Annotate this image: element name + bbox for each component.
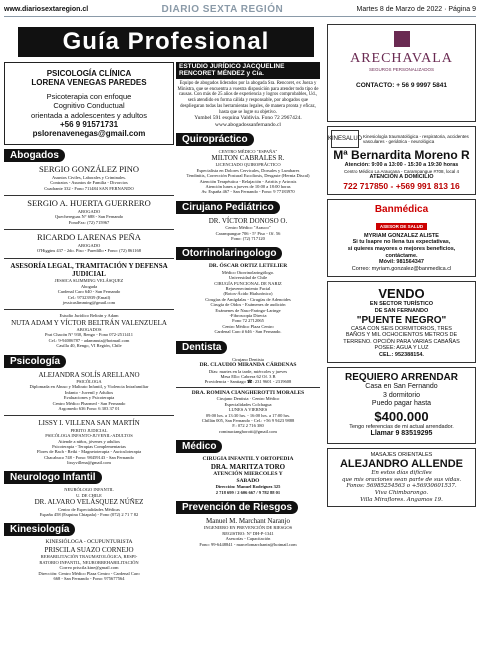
vendo-title: VENDO bbox=[378, 286, 425, 302]
bernarda-hours: Atención: 9:00 a 13:00 - 15:30 a 19:30 horas bbox=[344, 162, 459, 168]
bernarda-domicilio: ATENCIÓN A DOMICILIO bbox=[369, 173, 434, 180]
abogado-line: Casilla 40, Rengo, VI Región, Chile bbox=[56, 343, 122, 349]
abogado-line: Cuadrante 332 - Fono 711484 SAN FERNANDO bbox=[44, 185, 134, 191]
medico-atencion: ATENCIÓN MIERCOLES Y SABADO bbox=[213, 471, 283, 484]
arechavala-logo-icon bbox=[394, 31, 410, 47]
quiropractico-header: Quiropráctico bbox=[176, 133, 254, 146]
medico-name: DRA. MARITZA TORO bbox=[210, 462, 286, 471]
medico-pre: CIRUGIA INFANTIL Y ORTOPEDIA bbox=[202, 456, 294, 463]
pediatrico-entry bbox=[176, 216, 320, 244]
dentista-line: 09:00 hrs. a 13:30 hrs. - 16:00 hrs. a 17:00 hrs. bbox=[205, 412, 291, 418]
page-title: Guía Profesional bbox=[18, 27, 314, 57]
vendo-puente: "PUENTE NEGRO" bbox=[356, 314, 447, 326]
arrendar-line: 3 dormitorio bbox=[383, 391, 420, 399]
kine-line: Dirección: Centro Médico Plaza Centro - Cardenal Caro bbox=[38, 570, 140, 576]
dentista-pre: Cirujano Dentista bbox=[232, 356, 264, 362]
masajes-line: Villa Miraflores. Angamos 19. bbox=[360, 496, 443, 503]
abogado-line: JESSICA SLIMMING VELÁSQUEZ bbox=[54, 278, 124, 284]
banmedica-brand: Banmédica bbox=[374, 203, 429, 215]
bernarda-logo-row bbox=[328, 130, 472, 148]
arechavala-contact: CONTACTO: + 56 9 9997 5841 bbox=[356, 82, 447, 90]
quiro-line: Atención Terapéutica - Relajación - Artritis y Artrosis bbox=[199, 178, 297, 184]
abogado-line: ABOGADOS bbox=[76, 327, 102, 333]
vendo-ad bbox=[327, 281, 476, 363]
psicologa-line: Infanto - Juvenil y Adultos bbox=[64, 389, 114, 395]
top-bar bbox=[4, 2, 476, 16]
riegos-entry bbox=[176, 516, 320, 549]
riegos-line: REGISTRO: N° DH-P-1341 bbox=[222, 530, 274, 536]
psicologa-line: Atiende a niños, jóvenes y adultos bbox=[58, 438, 120, 444]
otorrino-line: -Fibroscopía Directa bbox=[229, 313, 267, 319]
divider bbox=[4, 195, 174, 196]
abogado-line: FonoFax: (72) 715967 bbox=[68, 219, 110, 225]
otorrino-line: CIRUGÍA FUNCIONAL DE NARIZ bbox=[214, 280, 282, 286]
abogado-line: Cel.: 9-94006787 - adammuta@hotmail.com bbox=[48, 337, 130, 343]
banmedica-name: MYRIAM GONZALEZ ALISTE bbox=[364, 232, 439, 239]
neurologo-pre: U. DE CHILE bbox=[76, 492, 102, 498]
psicologa-line: PSICÓLOGA INFANTO-JUVENIL-ADULTOS bbox=[45, 433, 133, 439]
psicologa-entry-2 bbox=[4, 418, 174, 467]
abogado-entry-1 bbox=[4, 164, 174, 193]
abogados-header: Abogados bbox=[4, 149, 65, 162]
otorrino-line: Cirugías de Amígdalas - Cirugías de Adenoides bbox=[205, 296, 291, 302]
abogado-line: Asuntos Civiles, Laborales y Criminales. bbox=[52, 174, 126, 180]
neurologo-line: España 458 (Esquina Chiapala) - Fono (072) 2 71 7 82 bbox=[39, 512, 139, 518]
psi-email: pslorenavenegas@gmail.com bbox=[32, 129, 146, 139]
kinesalud-logo-icon: KINESALUD bbox=[331, 130, 359, 148]
abogado-name-2: SERGIO A. HUERTA GUERRERO bbox=[27, 198, 151, 209]
dentista-entry bbox=[176, 356, 320, 436]
banmedica-line: contáctame. bbox=[385, 252, 418, 259]
masajes-name: ALEJANDRO ALLENDE bbox=[339, 458, 464, 471]
psi-line2: Cognitivo Conductual bbox=[53, 101, 125, 111]
top-divider bbox=[4, 16, 476, 17]
dentista-line: Cirujano Dentista · Centro Médico bbox=[216, 396, 280, 402]
otorrino-line: Cirugía de Oídos - Exámenes de audición bbox=[210, 302, 286, 308]
left-column bbox=[4, 62, 174, 583]
psicologa-line: PERITO JUDICIAL bbox=[70, 427, 108, 433]
psicologa-line: Diplomada en Abuso y Maltrato Infantil, y Violencia Intrafamiliar bbox=[29, 384, 149, 390]
banmedica-correo: Correo: myriam.gonzalez@banmedica.cl bbox=[351, 265, 452, 272]
psicologa-name-1: ALEJANDRA SOLÍS ARELLANO bbox=[38, 370, 140, 379]
dentista-line: Providencia - Santiago ☎: 231 9601 - 2319608 bbox=[204, 379, 292, 385]
abogado-line: Cel.: 97323939 (Email) bbox=[67, 294, 111, 300]
quiro-name: MILTON CABRALES R. bbox=[211, 154, 285, 163]
arrendar-price: $400.000 bbox=[374, 408, 429, 424]
bernarda-name: Mª Bernardita Moreno R bbox=[333, 148, 470, 162]
arechavala-tagline: SEGUROS PERSONALIZADOS bbox=[368, 67, 434, 72]
masajes-phones: Fonos: 56985254563 o +56930601537. bbox=[346, 483, 457, 490]
vendo-line: TERRENO. OPCIÓN PARA VARIAS CABAÑAS bbox=[343, 338, 460, 345]
psicologa-line: Centro Médico Pharmed - San Fernando bbox=[52, 400, 126, 406]
psi-phone: +56 9 91571731 bbox=[59, 120, 119, 130]
abogado-line: ABOGADO bbox=[77, 208, 101, 214]
abogado-entry-4 bbox=[4, 261, 174, 308]
dentista-line: Chillán 005, San Fernando - Cel.: +56 9 9423 9888 bbox=[201, 417, 295, 423]
riegos-name: Manuel M. Marchant Naranjo bbox=[206, 517, 290, 526]
abogado-line: Cardenal Caro 640 - San Fernando bbox=[57, 289, 121, 295]
paper-name: DIARIO SEXTA REGIÓN bbox=[161, 3, 284, 15]
kine-line: Correo priscila.kine@gmail.com bbox=[59, 565, 119, 571]
neurologo-header: Neurologo Infantil bbox=[4, 471, 102, 484]
abogado-line: Estudio Jurídico Beltrán y Adam bbox=[59, 313, 119, 319]
banmedica-line: si quieres mayores o mejores beneficios, bbox=[347, 245, 456, 252]
psicologa-line: lissyvillena@gmail.com bbox=[67, 460, 111, 466]
psicologa-line: Psicoterapia - Terapias Complementarias bbox=[52, 443, 126, 449]
pediatrico-name: DR. VÍCTOR DONOSO O. bbox=[208, 216, 288, 225]
estudio-title2: RENCORET MÉNDEZ y Cía. bbox=[179, 70, 264, 78]
vendo-line: BAÑOS Y MIL OCHOCIENTOS METROS DE bbox=[345, 332, 458, 339]
psi-title1: PSICOLOGÍA CLÍNICA bbox=[46, 69, 132, 78]
abogado-entry-2 bbox=[4, 198, 174, 227]
abogado-name-1: SERGIO GONZÁLEZ PINO bbox=[38, 164, 140, 175]
quiro-line: Atención lunes a jueves de 10:00 a 18:00 horas bbox=[205, 183, 291, 189]
divider bbox=[4, 415, 174, 416]
neurologo-pre: NEURÓLOGO INFANTIL bbox=[64, 487, 114, 493]
psi-line3: orientada a adolescentes y adultos bbox=[31, 110, 147, 120]
masajes-line: Viva Chimbarongo. bbox=[374, 490, 429, 497]
arrendar-line: Tengo referencias de mi actual arrendador. bbox=[349, 423, 454, 430]
otorrino-line: Cardenal Caro # 646 - San Fernando. bbox=[214, 329, 282, 335]
dentista-header: Dentista bbox=[176, 341, 227, 354]
divider bbox=[4, 258, 174, 259]
psicologia-header: Psicología bbox=[4, 355, 66, 368]
arechavala-brand: ARECHAVALA bbox=[350, 51, 453, 66]
otorrino-header: Otorrinolaringologo bbox=[176, 247, 282, 260]
kine-line: RATORIO INFANTIL, NEURORREHABILITACIÓN bbox=[39, 559, 139, 565]
abogado-line: Prat Chacón N° 930, Rengo - Fono 072-2511411 bbox=[45, 332, 133, 338]
pediatrico-line: Centro Médico "Arauco" bbox=[225, 225, 271, 231]
otorrino-line: Fono 72 2712065 bbox=[232, 318, 264, 324]
psi-title2: LORENA VENEGAS PAREDES bbox=[31, 78, 147, 87]
banmedica-movil: Móvil: 981564347 bbox=[379, 259, 424, 266]
abogado-line: Quechereguas N° 688 - San Fernando bbox=[54, 214, 124, 220]
quiro-pre: CENTRO MÉDICO "ESPAÑA" bbox=[218, 148, 278, 154]
bernarda-address: Centro Médico La Araucana - Carampangue #708, local 4 bbox=[343, 168, 460, 174]
dentista-line: rominacianghorotti@gmail.com bbox=[219, 428, 277, 434]
medico-entry bbox=[176, 455, 320, 497]
psicologa-line: Flores de Bach - Reiki - Magnetoterapia - Auriculoterapia bbox=[36, 449, 142, 455]
otorrino-name: DR. ÓSCAR ORTIZ LETELIER bbox=[208, 263, 288, 270]
right-column bbox=[327, 24, 476, 511]
dentista-line: LUNES A VIERNES bbox=[228, 407, 268, 413]
abogado-name-4: ASESORÍA LEGAL, TRAMITACIÓN Y DEFENSA JUDICIAL bbox=[10, 261, 168, 278]
quiro-line: Tendinitis, Corrección Postural Escoliosis, Desgaste (Hernia Discal) bbox=[186, 173, 310, 179]
otorrino-line: Exámenes de Naso-Faringo-Laringe bbox=[215, 307, 281, 313]
psicologa-line: Chacabuco 748 - Fono: 98459143 - San Fernando bbox=[44, 454, 134, 460]
medico-line: Dirección: Manuel Rodríguez 325 bbox=[215, 484, 281, 490]
arechavala-ad bbox=[327, 24, 476, 122]
estudio-address: Yumbel 591 esquina Valdivia. Fono 72 2967424. bbox=[194, 115, 302, 122]
dentista-line: Mesa Ello: Cabrera 62 Of. 3 B bbox=[220, 373, 276, 379]
masajes-line: que mis oraciones sean parte de sus vidas. bbox=[341, 476, 462, 483]
riegos-line: INGENIERO EN PREVENCIÓN DE RIESGOS bbox=[203, 525, 293, 531]
otorrino-line: (Botox-Ácido Hialurónico) bbox=[223, 291, 273, 297]
abogado-line: Contratos - Asuntos de Familia - Divorcios bbox=[50, 180, 128, 186]
medico-line: 2 718 699 / 2 606 667 / 9 782 88 01 bbox=[215, 489, 281, 495]
arrendar-ad bbox=[327, 367, 476, 443]
neurologo-name: DR. ALVARO VELÁSQUEZ NÚÑEZ bbox=[34, 498, 144, 507]
dentista-name2: DRA. ROMINA CIANGHEROTTI MORALES bbox=[191, 389, 305, 396]
kine-line: REHABILITACIÓN TRAUMATOLÓGICA, RESPI- bbox=[40, 554, 138, 560]
psicologa-entry-1 bbox=[4, 370, 174, 414]
arrendar-line: Casa en San Fernando bbox=[365, 383, 438, 391]
kine-line: 668 - San Fernando - Fono: 975677564 bbox=[53, 575, 125, 581]
pediatrico-line: Fono: (72) 717120 bbox=[231, 235, 265, 241]
arrendar-title: REQUIERO ARRENDAR bbox=[345, 372, 458, 384]
kine-name: PRISCILA SUAZO CORNEJO bbox=[44, 546, 134, 555]
abogado-name-3: RICARDO LARENAS PEÑA bbox=[37, 232, 141, 242]
dentista-line: Días: martes en la tarde, miércoles y jueves bbox=[208, 368, 288, 374]
pediatrico-line: Carampangue 706 - 5° Piso - Of. 56 bbox=[215, 230, 281, 236]
otorrino-line: Rejuvenecimiento Facial bbox=[225, 286, 271, 292]
otorrino-line: Universidad de Chile bbox=[228, 275, 268, 281]
abogado-line: jessicaslimming@gmail.com bbox=[62, 299, 116, 305]
divider bbox=[176, 387, 320, 388]
vendo-line: DE SAN FERNANDO bbox=[374, 307, 429, 314]
psicologa-line: PSICÓLOGA bbox=[76, 379, 102, 385]
quiro-line: Especialista en Dolores Cervicales, Dorsales y Lumbares bbox=[196, 167, 300, 173]
banmedica-line: Si tu Isapre no llena tus expectativas, bbox=[352, 239, 451, 246]
abogados-list bbox=[4, 164, 174, 351]
vendo-line: EN SECTOR TURÍSTICO bbox=[369, 301, 434, 308]
dentista-line: Especialidades Colchagua bbox=[224, 401, 272, 407]
medico-header: Médico bbox=[176, 440, 222, 453]
otorrino-line: Médico Otorrinolaringólogo. bbox=[221, 269, 275, 275]
masajes-line: En estos días difíciles bbox=[371, 470, 432, 477]
estudio-juridico-ad bbox=[176, 62, 320, 129]
abogado-line: Abogada bbox=[80, 283, 98, 289]
banmedica-role: ASESOR DE SALUD bbox=[376, 223, 427, 230]
abogado-line: O'Higgins 437 - 2do. Piso - Paredillo • Fono: (72) 861168 bbox=[36, 248, 142, 254]
estudio-title-block bbox=[176, 62, 320, 79]
abogado-entry-5 bbox=[4, 312, 174, 350]
masajes-ad bbox=[327, 448, 476, 508]
banmedica-ad bbox=[327, 199, 476, 278]
otorrino-line: Centro Médico Plaza Centro bbox=[222, 323, 274, 329]
psi-line1: Psicoterapia con enfoque bbox=[46, 92, 132, 101]
kinesiologa-entry bbox=[4, 538, 174, 583]
site-url[interactable]: www.diariosextaregion.cl bbox=[4, 5, 89, 13]
quiro-line: LICENCIADO QUIROPRÁCTICO bbox=[215, 162, 281, 168]
dentista-name1: DR. CLAUDIO MIRANDA CÁRDENAS bbox=[199, 361, 297, 368]
pediatrico-header: Cirujano Pediátrico bbox=[176, 201, 280, 214]
abogado-name-5: NUTA ADAM Y VÍCTOR BELTRÁN VALENZUELA bbox=[11, 318, 167, 327]
psicologa-line: Evaluaciones y Psicoterapia bbox=[63, 395, 115, 401]
bernarda-phones: 722 717850 - +569 991 813 16 bbox=[343, 180, 460, 191]
kine-pre: KINESIÓLOGA - OCUPUNTURISTA bbox=[45, 539, 133, 546]
page-date: Martes 8 de Marzo de 2022 · Página 9 bbox=[356, 5, 476, 13]
otorrino-entry bbox=[176, 262, 320, 336]
abogado-entry-3 bbox=[4, 232, 174, 256]
bernarda-ad bbox=[327, 126, 476, 195]
estudio-web[interactable]: www.abogadossanfernando.cl bbox=[215, 122, 281, 129]
psicologia-clinica-ad bbox=[4, 62, 174, 145]
psicologa-name-2: LISSY I. VILLENA SAN MARTÍN bbox=[38, 419, 140, 428]
riegos-line: Asesorías - Capacitación bbox=[225, 536, 271, 542]
psicologa-line: Argomedo 636 Fono: 6 303 37 01 bbox=[58, 405, 120, 411]
middle-column bbox=[176, 62, 320, 549]
quiropractico-entry bbox=[176, 148, 320, 197]
masajes-pre: MASAJES ORIENTALES bbox=[370, 451, 433, 458]
estudio-body: Equipo de abogados liderados por la abogada Sra. Rencoret, ex Jueza y Ministra, que se encuentra a vuestra disposición para atender todo tipo de causas. Con más de 25 años de experiencia y logros comprobables, Ud., será atendido en forma cálida y responsable, por abogados que despliegaran todas las herramientas legales, de manera pronta y eficaz, hasta que se logre su objetivo. bbox=[177, 80, 319, 115]
divider bbox=[4, 309, 174, 310]
neurologo-entry bbox=[4, 486, 174, 519]
arrendar-line: Puedo pagar hasta bbox=[371, 400, 432, 408]
neurologo-line: Centro de Especialidades Médicas bbox=[58, 506, 120, 512]
vendo-line: POSEE: AGUA Y LUZ bbox=[374, 345, 429, 352]
divider bbox=[4, 229, 174, 230]
bernarda-blurb: Kinesiología traumatológica - respiratoria, accidentes vasculares - geriátrica - neurológica bbox=[363, 133, 469, 144]
estudio-title1: ESTUDIO JURÍDICO JACQUELINE bbox=[179, 63, 285, 70]
dentista-line: F.: 072 2 716 380 bbox=[232, 423, 264, 429]
vendo-line: CASA CON SEIS DORMITORIOS, TRES bbox=[351, 325, 452, 332]
riegos-line: Fono: 99-6448841 - marcelomarchantn@hotmail.com bbox=[199, 541, 297, 547]
riegos-header: Prevención de Riesgos bbox=[176, 501, 298, 514]
vendo-cel: CEL.: 952388154. bbox=[379, 351, 424, 358]
arrendar-phone: Llamar 9 83519295 bbox=[370, 430, 433, 438]
abogado-line: ABOGADO bbox=[77, 242, 101, 248]
quiro-line: Av. España 467 - San Fernando - Fono: 9 77183970 bbox=[201, 189, 295, 195]
kinesiologia-header: Kinesiología bbox=[4, 523, 75, 536]
